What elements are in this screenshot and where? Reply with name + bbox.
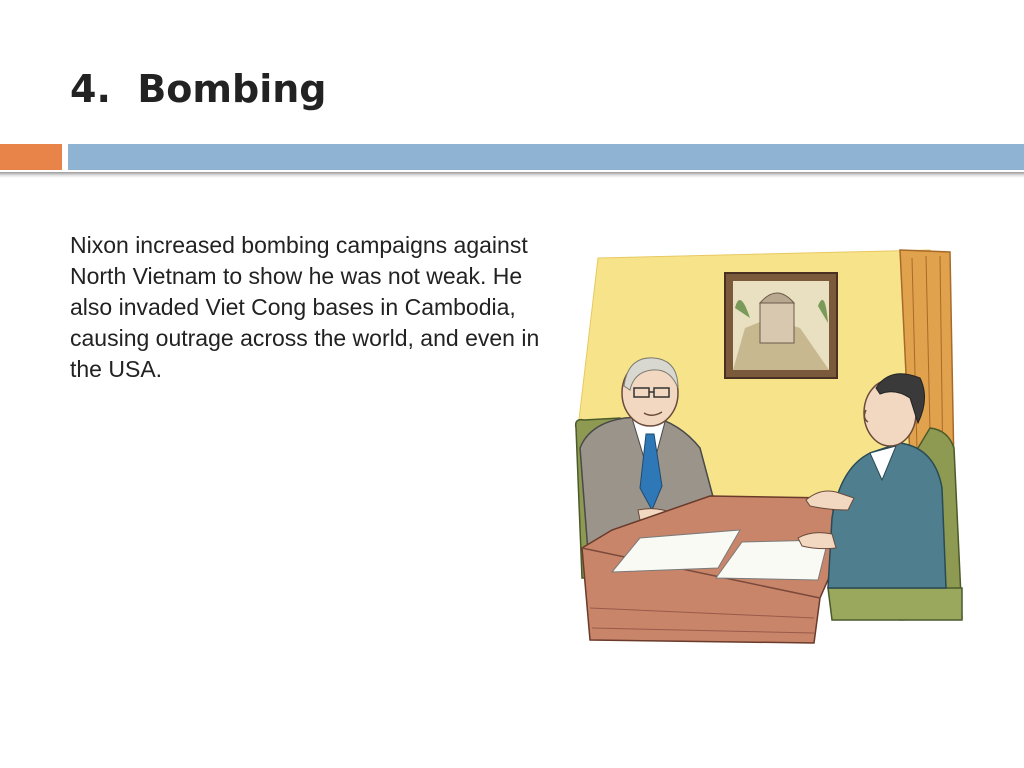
meeting-illustration-icon bbox=[570, 248, 970, 648]
header-bar bbox=[68, 144, 1024, 170]
slide-title: 4. Bombing bbox=[70, 67, 327, 111]
header-accent-bar bbox=[0, 144, 62, 170]
header-bar-shadow bbox=[0, 172, 1024, 178]
slide-body-text: Nixon increased bombing campaigns against North Vietnam to show he was not weak. He also invaded Viet Cong bases in Cambodia, causing outrage across the world, and even in the USA. bbox=[70, 232, 540, 382]
